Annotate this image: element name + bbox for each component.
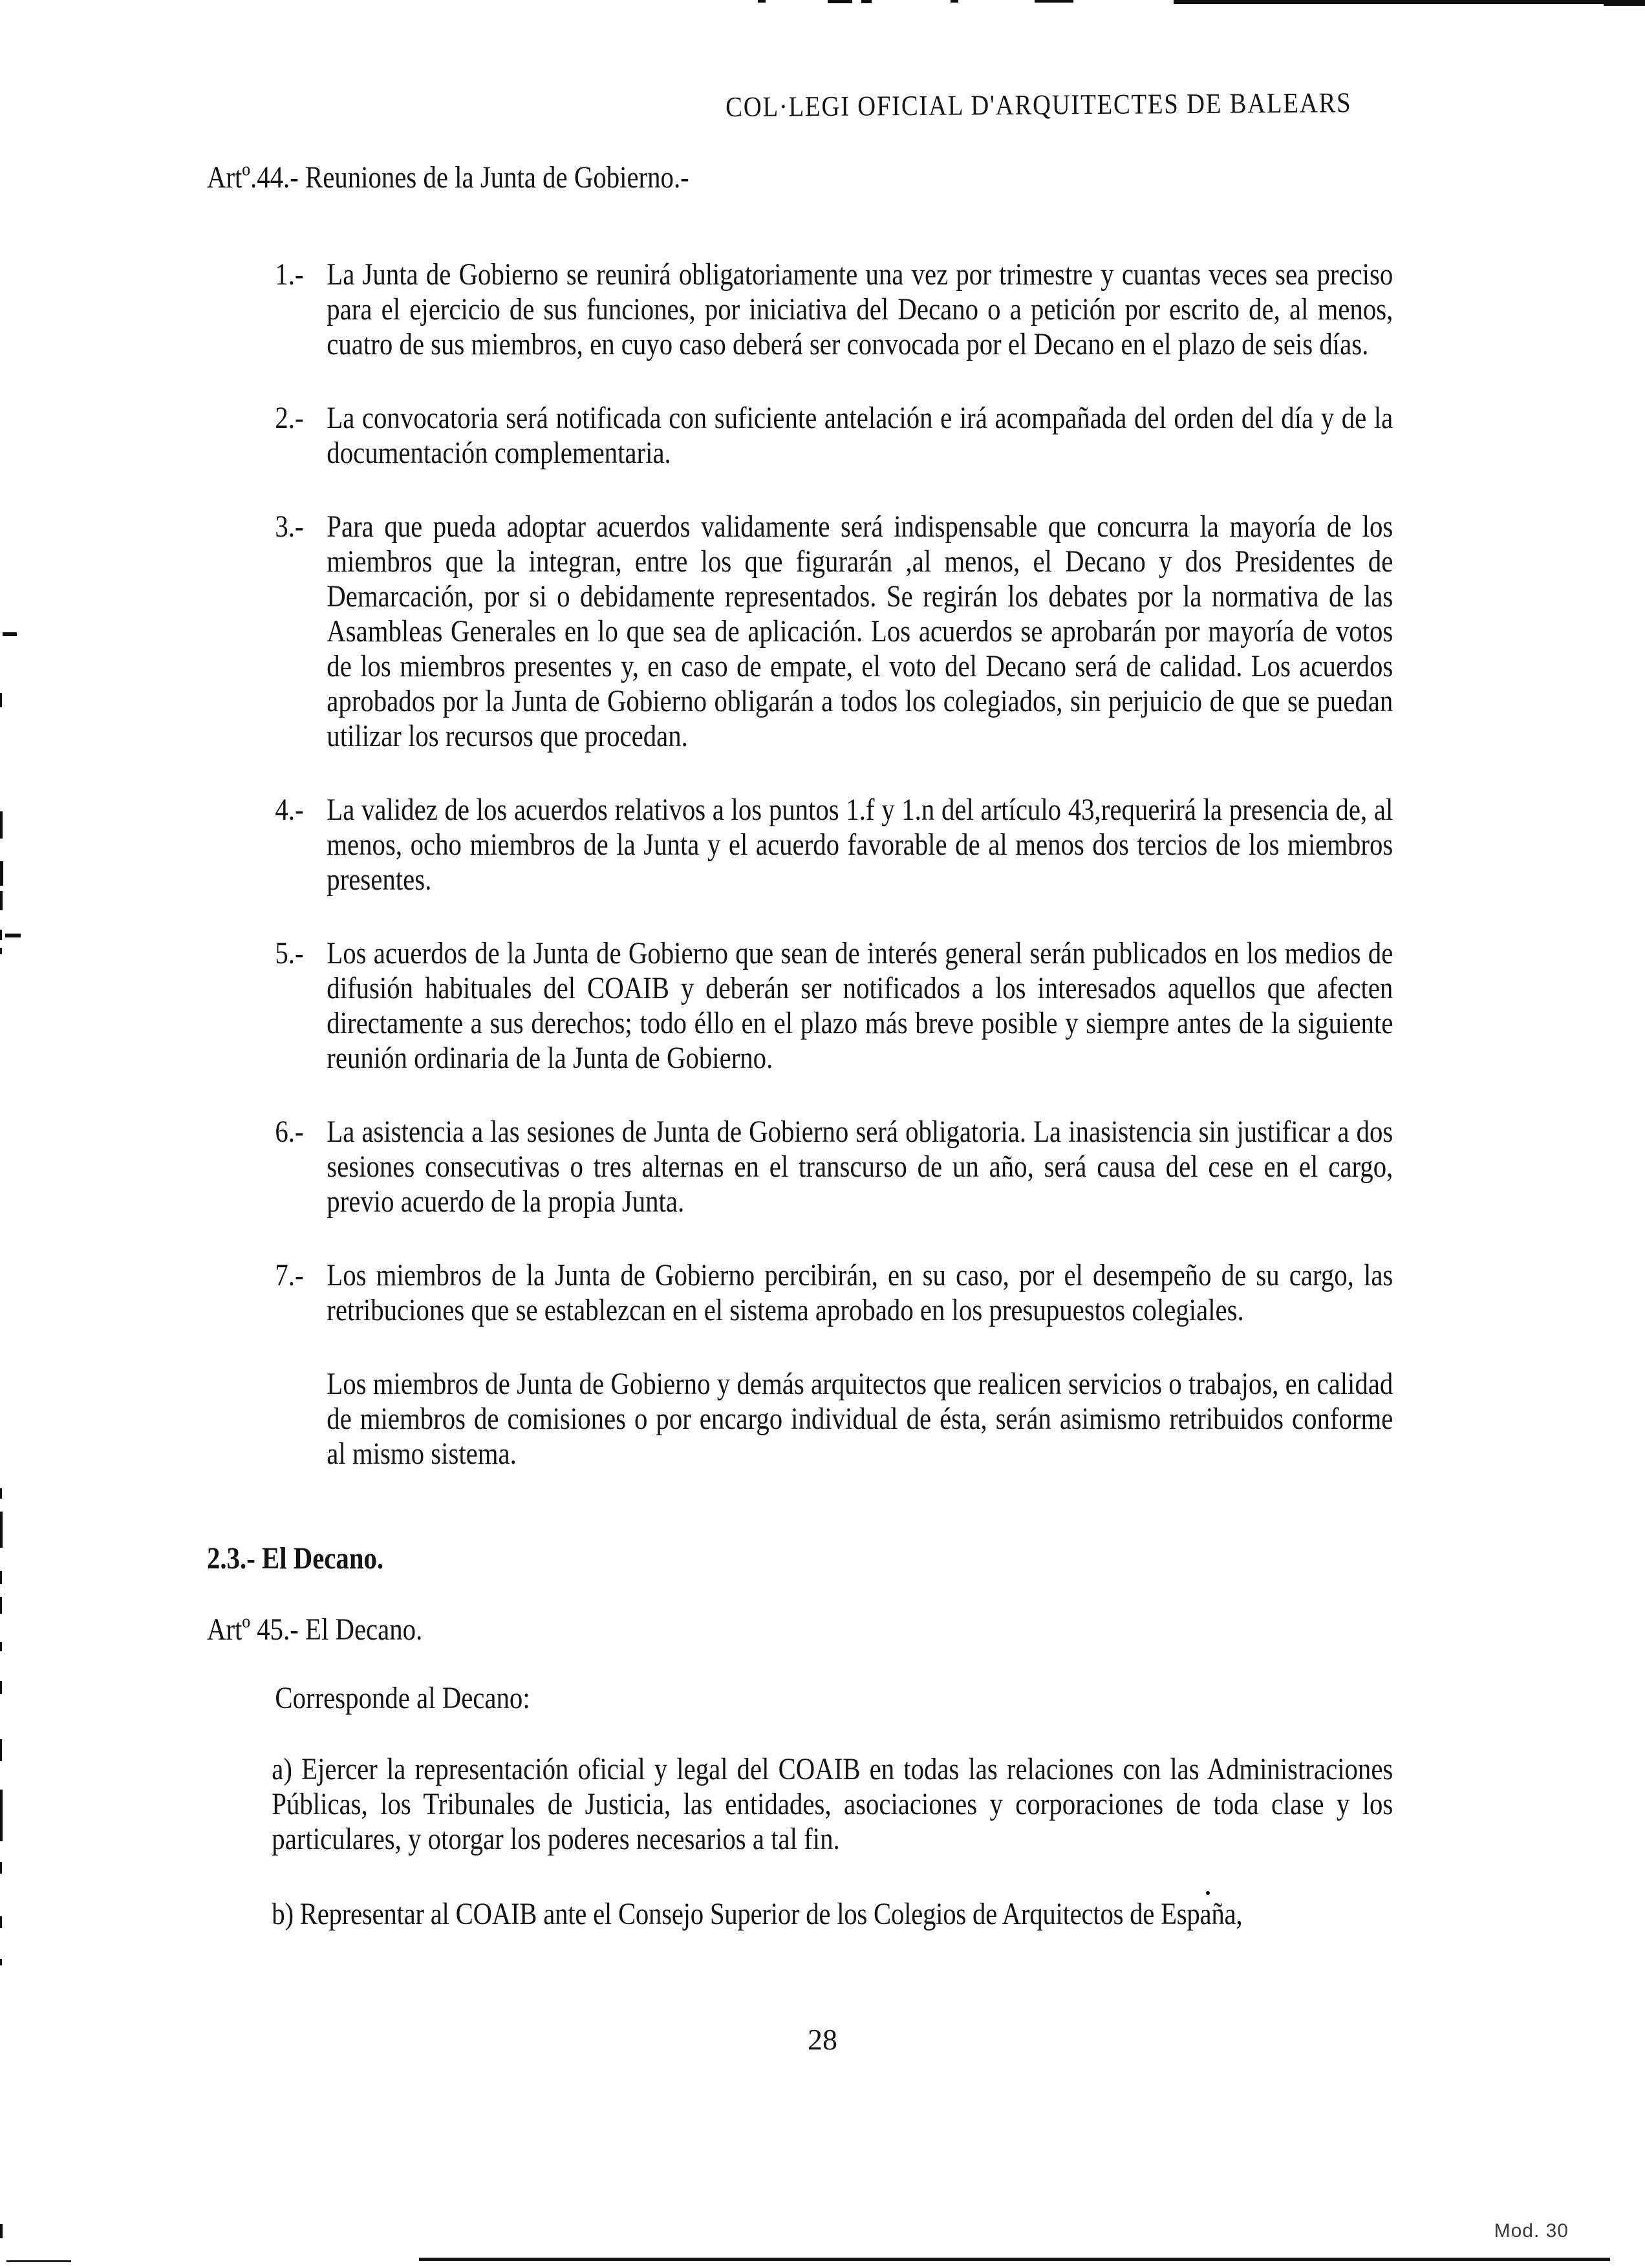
scan-artifact xyxy=(0,1862,2,1874)
item-text: Ejercer la representación oficial y legal del COAIB en todas las relaciones con las Administraciones Públicas, los Tribunales de Justicia, las entidades, asociaciones y corporaciones de toda clase y los particulares, y otorgar los poderes necesarios a tal fin. xyxy=(272,1752,1393,1856)
scan-artifact xyxy=(0,1597,2,1614)
list-item-text: La convocatoria será notificada con suficiente antelación e irá acompañada del orden del día y de la documentación complementaria. xyxy=(327,401,1393,470)
scan-artifact xyxy=(6,2260,71,2262)
scan-artifact xyxy=(5,934,21,937)
list-item xyxy=(275,509,1393,754)
scan-artifact xyxy=(1174,0,1613,4)
scan-artifact xyxy=(1035,0,1073,3)
page-number: 28 xyxy=(808,2023,837,2056)
list-item xyxy=(275,1258,1393,1328)
list-item xyxy=(275,401,1393,471)
list-item xyxy=(275,793,1393,897)
list-item-number: 1.- xyxy=(275,257,304,292)
article-45-item-a xyxy=(272,1752,1393,1857)
article-45-intro: Corresponde al Decano: xyxy=(275,1681,530,1715)
scan-artifact xyxy=(951,0,958,3)
scan-artifact xyxy=(0,1739,2,1761)
scan-artifact xyxy=(861,0,872,3)
scan-artifact xyxy=(828,0,852,3)
scan-artifact xyxy=(758,0,766,3)
section-2-3-heading: 2.3.- El Decano. xyxy=(207,1541,384,1576)
scan-artifact xyxy=(0,1571,2,1584)
page-content xyxy=(207,160,1393,1932)
scan-artifact xyxy=(0,930,2,940)
article-45-title: Artº 45.- El Decano. xyxy=(207,1612,423,1647)
list-item-number: 7.- xyxy=(275,1258,304,1292)
list-item-text: La validez de los acuerdos relativos a los puntos 1.f y 1.n del artículo 43,requerirá la presencia de, al menos, ocho miembros de la Junta y el acuerdo favorable de al menos dos tercios de los miembros presentes. xyxy=(327,793,1393,897)
item-text: Representar al COAIB ante el Consejo Superior de los Colegios de Arquitectos de España, xyxy=(299,1897,1243,1931)
list-item-number: 2.- xyxy=(275,401,304,435)
list-item-text: Los acuerdos de la Junta de Gobierno que sean de interés general serán publicados en los medios de difusión habituales del COAIB y deberán ser notificados a los interesados aquellos que afecten directamente a sus derechos; todo éllo en el plazo más breve posible y siempre antes de la siguiente reunión ordinaria de la Junta de Gobierno. xyxy=(327,936,1393,1075)
scan-artifact xyxy=(0,1488,2,1499)
scan-artifact xyxy=(3,632,17,636)
scan-artifact xyxy=(0,948,2,954)
list-item-text: Para que pueda adoptar acuerdos validamente será indispensable que concurra la mayoría de los miembros que la integran, entre los que figurarán ,al menos, el Decano y dos Presidentes de Demarcación, por si o debidamente representados. Se regirán los debates por la normativa de las Asambleas Generales en lo que sea de aplicación. Los acuerdos se aprobarán por mayoría de votos de los miembros presentes y, en caso de empate, el voto del Decano será de calidad. Los acuerdos aprobados por la Junta de Gobierno obligarán a todos los colegiados, sin perjuicio de que se puedan utilizar los recursos que procedan. xyxy=(327,509,1393,753)
list-item xyxy=(275,936,1393,1076)
scan-artifact xyxy=(1604,0,1645,6)
list-item-number: 4.- xyxy=(275,793,304,827)
list-item-number: 5.- xyxy=(275,936,304,970)
form-model-label: Mod. 30 xyxy=(1494,2220,1569,2241)
letterhead: COL·LEGI OFICIAL D'ARQUITECTES DE BALEARS xyxy=(726,87,1352,123)
list-item xyxy=(275,1115,1393,1219)
scan-artifact xyxy=(0,811,3,839)
closing-paragraph: Los miembros de Junta de Gobierno y demás arquitectos que realicen servicios o trabajos, en calidad de miembros de comisiones o por encargo individual de ésta, serán asimismo retribuidos conforme al mismo sistema. xyxy=(327,1367,1393,1471)
scan-artifact xyxy=(0,1790,3,1841)
scan-artifact xyxy=(0,1681,2,1694)
scan-artifact xyxy=(0,891,3,910)
article-44-item-list xyxy=(275,257,1393,1328)
scan-artifact xyxy=(0,1959,2,1965)
list-item-number: 3.- xyxy=(275,509,304,544)
list-item xyxy=(275,257,1393,362)
list-item-text: La Junta de Gobierno se reunirá obligatoriamente una vez por trimestre y cuantas veces sea preciso para el ejercicio de sus funciones, por iniciativa del Decano o a petición por escrito de, al menos, cuatro de sus miembros, en cuyo caso deberá ser convocada por el Decano en el plazo de seis días. xyxy=(327,257,1393,361)
scan-artifact xyxy=(0,861,3,886)
scan-artifact xyxy=(0,2224,3,2238)
list-item-text: La asistencia a las sesiones de Junta de Gobierno será obligatoria. La inasistencia sin justificar a dos sesiones consecutivas o tres alternas en el transcurso de un año, será causa del cese en el cargo, previo acuerdo de la propia Junta. xyxy=(327,1115,1393,1219)
article-44-title: Artº.44.- Reuniones de la Junta de Gobierno.- xyxy=(207,160,689,195)
article-45-item-b xyxy=(272,1897,1393,1932)
list-item-number: 6.- xyxy=(275,1115,304,1149)
scan-artifact xyxy=(0,1642,2,1651)
scan-artifact xyxy=(0,693,2,707)
item-label: b) xyxy=(272,1897,294,1931)
list-item-text: Los miembros de la Junta de Gobierno percibirán, en su caso, por el desempeño de su cargo, las retribuciones que se establezcan en el sistema aprobado en los presupuestos colegiales. xyxy=(327,1258,1393,1327)
scan-artifact xyxy=(0,1512,3,1548)
bottom-rule xyxy=(419,2258,1610,2261)
item-label: a) xyxy=(272,1752,293,1786)
scan-artifact xyxy=(0,1916,2,1928)
